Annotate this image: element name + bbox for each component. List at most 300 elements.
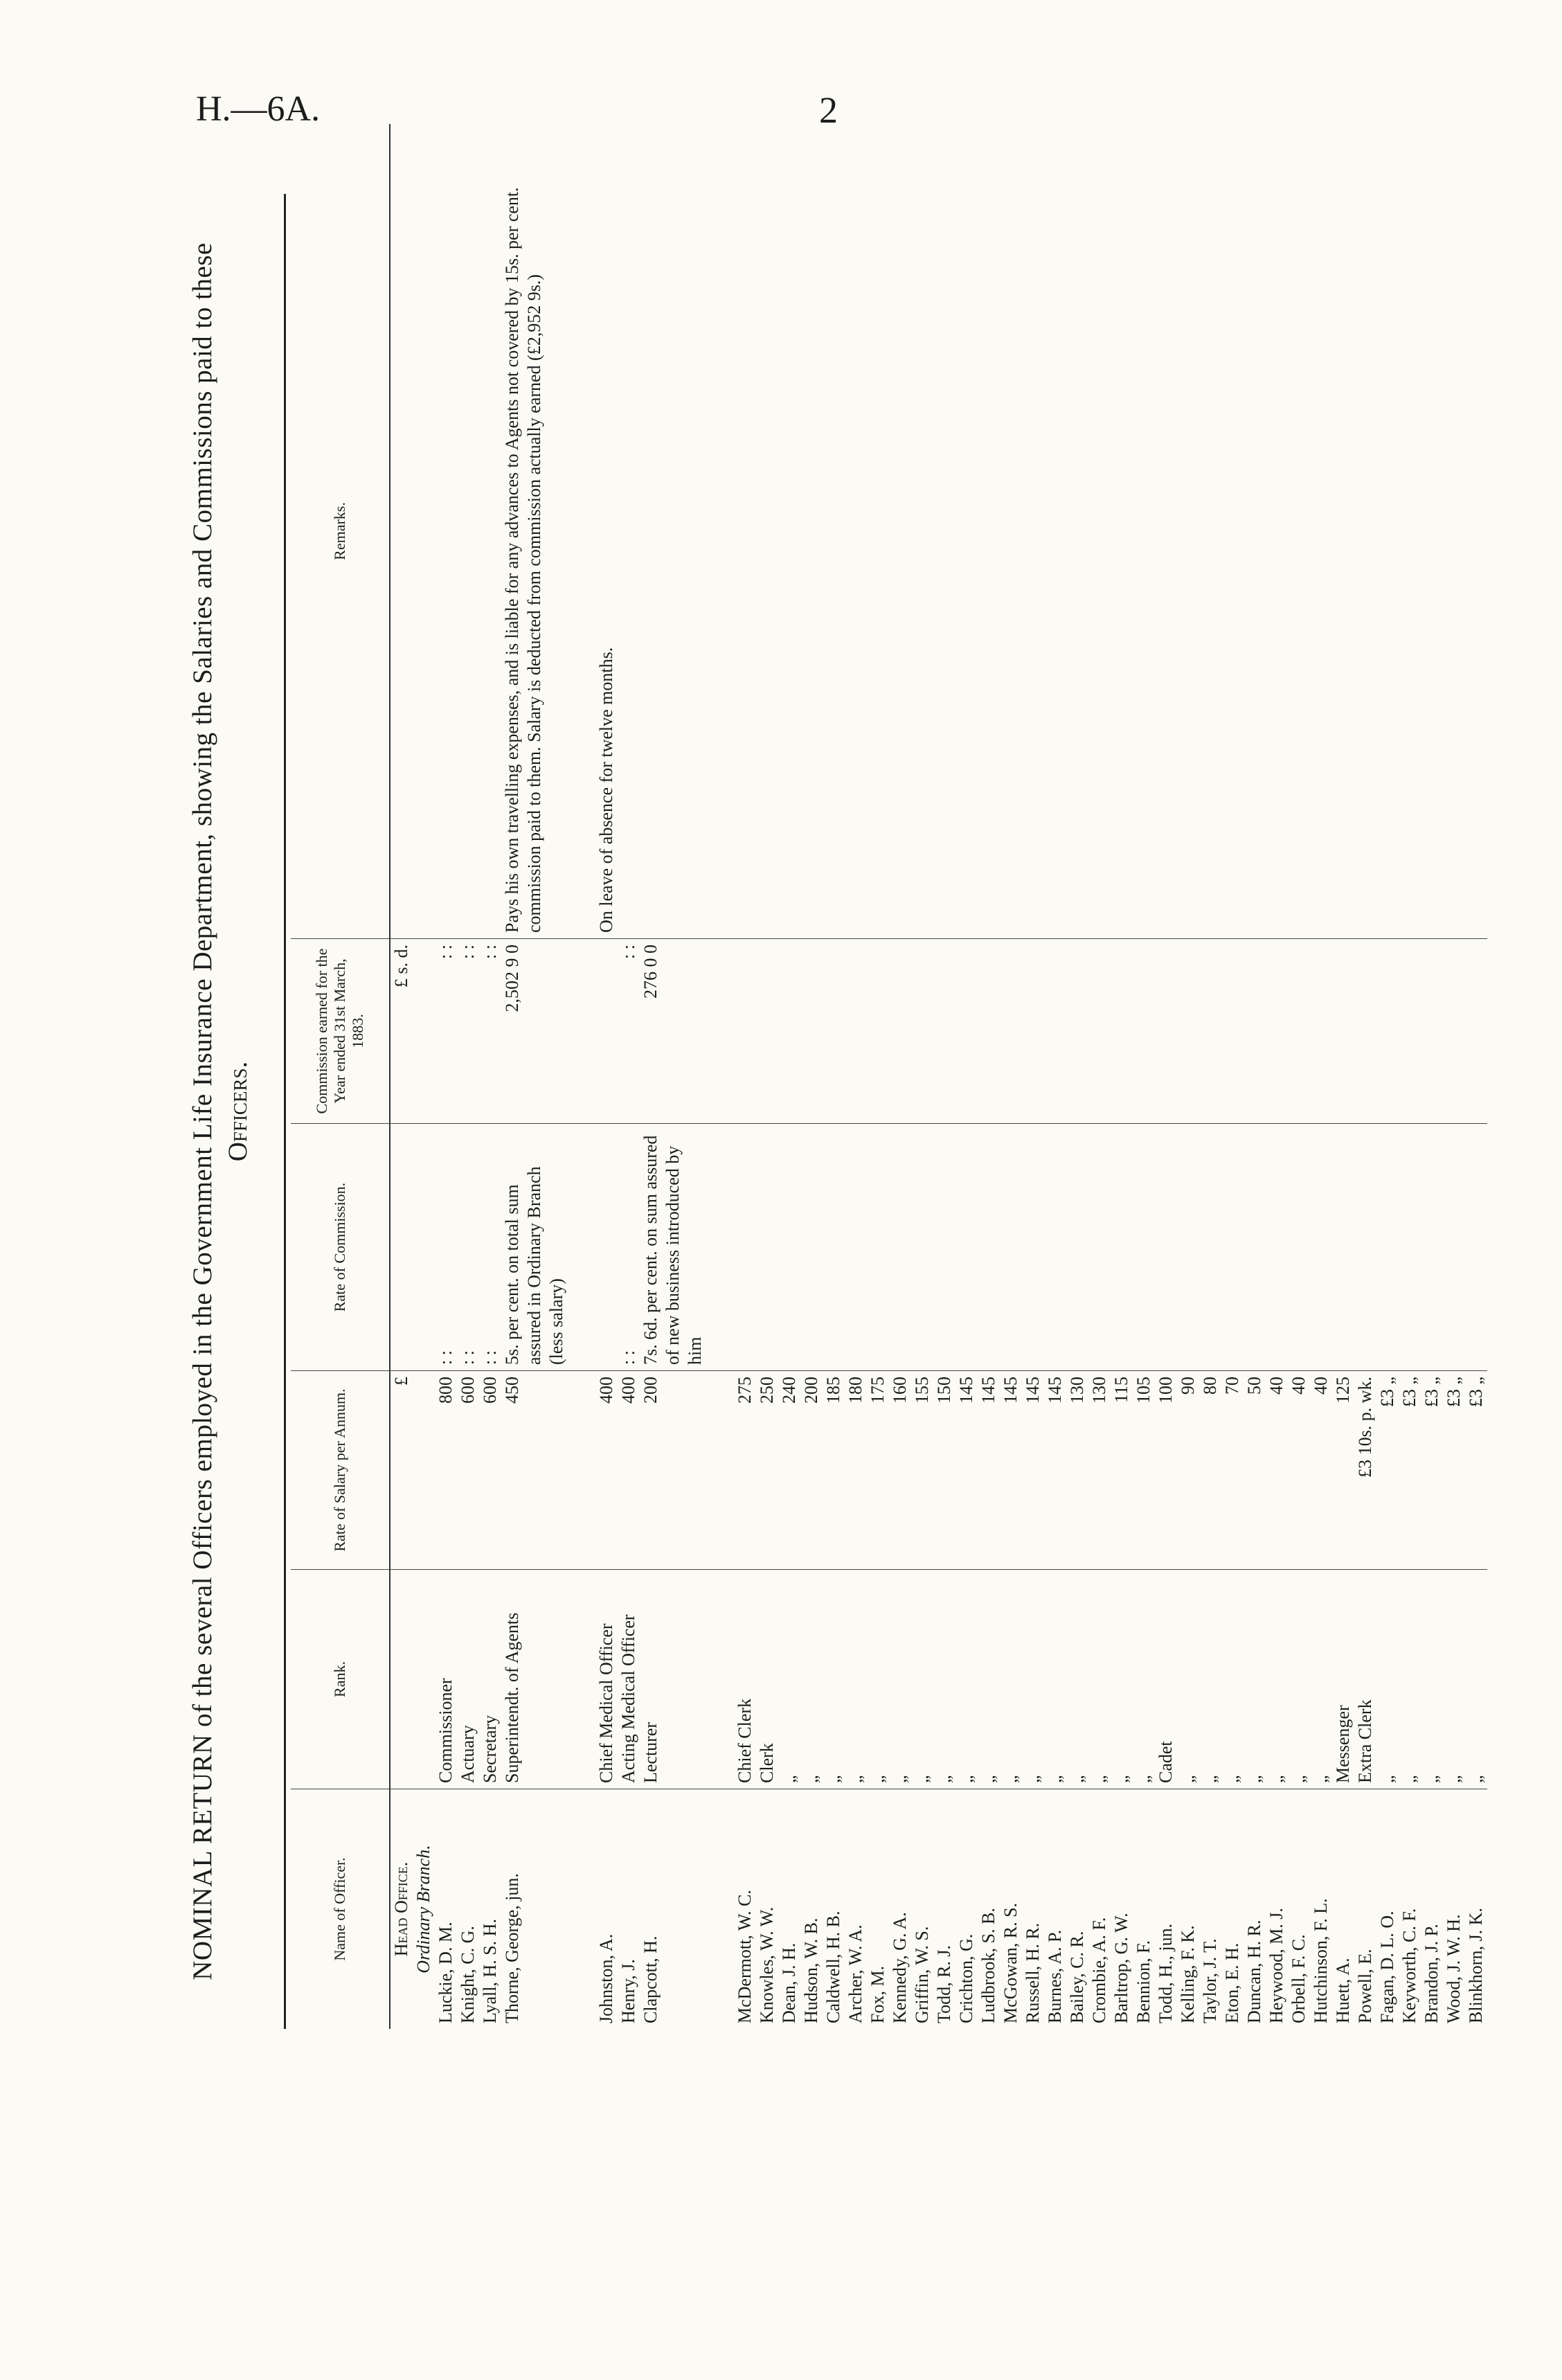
commission-rate <box>800 1124 823 1371</box>
return-sheet <box>180 187 1486 2029</box>
section-title-cell: Head Office. <box>390 1789 413 2030</box>
commission-earned <box>1266 939 1288 1124</box>
officer-rank: „ <box>1000 1570 1022 1789</box>
table-row <box>1376 124 1399 2029</box>
officer-remarks <box>1155 124 1177 939</box>
officer-remarks <box>457 124 479 939</box>
commission-earned <box>1155 939 1177 1124</box>
officer-salary: 600 <box>457 1371 479 1570</box>
officer-salary: 145 <box>1000 1371 1022 1570</box>
commission-earned <box>734 939 756 1124</box>
commission-rate <box>1221 1124 1244 1371</box>
officer-salary: 145 <box>1044 1371 1066 1570</box>
officer-salary: 150 <box>933 1371 955 1570</box>
col-name-header: Name of Officer. <box>291 1789 390 2030</box>
officer-rank: „ <box>1310 1570 1332 1789</box>
officer-name: Barltrop, G. W. <box>1111 1789 1133 2030</box>
officer-rank: „ <box>1066 1570 1088 1789</box>
officer-salary: 450 <box>501 1371 568 1570</box>
officer-salary: 145 <box>978 1371 1000 1570</box>
officer-rank: Secretary <box>479 1570 501 1789</box>
document-title <box>180 194 270 2029</box>
table-row <box>1465 124 1487 2029</box>
table-row <box>1111 124 1133 2029</box>
commission-earned <box>1354 939 1376 1124</box>
officer-remarks <box>845 124 867 939</box>
commission-earned <box>1310 939 1332 1124</box>
commission-earned <box>1088 939 1111 1124</box>
officer-rank: „ <box>955 1570 978 1789</box>
commission-rate: 5s. per cent. on total sum assured in Ordinary Branch (less salary) <box>501 1124 568 1371</box>
officer-rank: Clerk <box>756 1570 778 1789</box>
title-line-1: NOMINAL RETURN of the several Officers employed in the Government Life Insurance Department, showing the Salaries and Commissions paid to these <box>188 242 217 1980</box>
officer-rank: „ <box>911 1570 933 1789</box>
title-line-2: Officers. <box>223 1061 253 1162</box>
commission-rate <box>756 1124 778 1371</box>
officer-rank: Commissioner <box>435 1570 457 1789</box>
officer-remarks <box>756 124 778 939</box>
table-row <box>933 124 955 2029</box>
commission-earned <box>1199 939 1221 1124</box>
officer-remarks <box>734 124 756 939</box>
officer-name: Luckie, D. M. <box>435 1789 457 2030</box>
table-row <box>889 124 911 2029</box>
commission-earned <box>595 939 618 1124</box>
table-row <box>1199 124 1221 2029</box>
officer-name: Fox, M. <box>867 1789 889 2030</box>
officer-rank: „ <box>978 1570 1000 1789</box>
officer-remarks <box>1000 124 1022 939</box>
group-spacer <box>706 124 734 2029</box>
officer-rank: „ <box>1443 1570 1465 1789</box>
commission-earned: : : <box>479 939 501 1124</box>
table-row <box>1443 124 1465 2029</box>
commission-rate <box>1199 1124 1221 1371</box>
officer-remarks <box>1354 124 1376 939</box>
commission-earned <box>1288 939 1310 1124</box>
commission-earned <box>1177 939 1199 1124</box>
officer-remarks <box>1111 124 1133 939</box>
commission-rate <box>1044 1124 1066 1371</box>
officer-rank: Messenger <box>1332 1570 1354 1789</box>
officer-name: Knowles, W. W. <box>756 1789 778 2030</box>
commission-earned: : : <box>457 939 479 1124</box>
table-row <box>1066 124 1088 2029</box>
officer-rank: „ <box>1421 1570 1443 1789</box>
officer-rank: „ <box>1199 1570 1221 1789</box>
officer-remarks <box>1244 124 1266 939</box>
officer-salary: 275 <box>734 1371 756 1570</box>
officer-remarks <box>823 124 845 939</box>
officer-remarks <box>1022 124 1044 939</box>
commission-rate <box>1421 1124 1443 1371</box>
table-row <box>1177 124 1199 2029</box>
officer-name: Duncan, H. R. <box>1244 1789 1266 2030</box>
officer-remarks <box>479 124 501 939</box>
officer-name: Todd, H., jun. <box>1155 1789 1177 2030</box>
commission-rate <box>1399 1124 1421 1371</box>
table-row <box>479 124 501 2029</box>
officer-name: Crombie, A. F. <box>1088 1789 1111 2030</box>
officer-remarks <box>1177 124 1199 939</box>
table-row <box>457 124 479 2029</box>
officer-remarks <box>933 124 955 939</box>
table-row <box>823 124 845 2029</box>
officer-salary: 130 <box>1088 1371 1111 1570</box>
officer-name: Powell, E. <box>1354 1789 1376 2030</box>
commission-earned <box>1443 939 1465 1124</box>
officer-salary: 175 <box>867 1371 889 1570</box>
officer-salary: £3 „ <box>1421 1371 1443 1570</box>
officer-rank: Chief Medical Officer <box>595 1570 618 1789</box>
officer-name: Wood, J. W. H. <box>1443 1789 1465 2030</box>
commission-rate <box>1000 1124 1022 1371</box>
commission-earned: : : <box>435 939 457 1124</box>
commission-earned <box>911 939 933 1124</box>
commission-rate: : : <box>618 1124 640 1371</box>
commission-earned <box>933 939 955 1124</box>
officer-salary: 800 <box>435 1371 457 1570</box>
officer-rank: Lecturer <box>640 1570 706 1789</box>
table-row <box>1088 124 1111 2029</box>
officer-name: Heywood, M. J. <box>1266 1789 1288 2030</box>
officer-salary: 400 <box>618 1371 640 1570</box>
commission-earned <box>1244 939 1266 1124</box>
officer-rank: „ <box>1088 1570 1111 1789</box>
officer-remarks <box>800 124 823 939</box>
officer-name: Taylor, J. T. <box>1199 1789 1221 2030</box>
commission-rate <box>1244 1124 1266 1371</box>
officer-salary: 105 <box>1133 1371 1155 1570</box>
officer-rank: „ <box>1266 1570 1288 1789</box>
officer-name: Fagan, D. L. O. <box>1376 1789 1399 2030</box>
table-row <box>955 124 978 2029</box>
commission-rate <box>1022 1124 1044 1371</box>
commission-earned <box>1465 939 1487 1124</box>
table-row <box>1044 124 1066 2029</box>
commission-rate: : : <box>457 1124 479 1371</box>
page-number: 2 <box>819 89 838 131</box>
commission-rate <box>1310 1124 1332 1371</box>
officer-rank: „ <box>1288 1570 1310 1789</box>
officer-salary: 250 <box>756 1371 778 1570</box>
commission-earned <box>1399 939 1421 1124</box>
officer-remarks <box>955 124 978 939</box>
commission-rate <box>823 1124 845 1371</box>
officer-name: Caldwell, H. B. <box>823 1789 845 2030</box>
officer-salary: 145 <box>1022 1371 1044 1570</box>
officer-remarks <box>1376 124 1399 939</box>
officer-rank: „ <box>1465 1570 1487 1789</box>
table-row <box>595 124 618 2029</box>
officer-salary: 200 <box>640 1371 706 1570</box>
commission-earned <box>1376 939 1399 1124</box>
officer-name: Clapcott, H. <box>640 1789 706 2030</box>
officer-salary: 400 <box>595 1371 618 1570</box>
officer-rank: „ <box>933 1570 955 1789</box>
officer-name: Johnston, A. <box>595 1789 618 2030</box>
commission-earned <box>778 939 800 1124</box>
officer-name: Blinkhorn, J. K. <box>1465 1789 1487 2030</box>
officer-name: Henry, J. <box>618 1789 640 2030</box>
officer-rank: „ <box>1177 1570 1199 1789</box>
officer-rank: „ <box>889 1570 911 1789</box>
officer-salary: 100 <box>1155 1371 1177 1570</box>
commission-rate <box>845 1124 867 1371</box>
officer-name: McDermott, W. C. <box>734 1789 756 2030</box>
table-row <box>1133 124 1155 2029</box>
commission-earned <box>1421 939 1443 1124</box>
table-row <box>778 124 800 2029</box>
officer-name: Bailey, C. R. <box>1066 1789 1088 2030</box>
officer-rank: „ <box>778 1570 800 1789</box>
commission-rate <box>1066 1124 1088 1371</box>
officer-rank: Extra Clerk <box>1354 1570 1376 1789</box>
commission-earned <box>1022 939 1044 1124</box>
table-row <box>1022 124 1044 2029</box>
commission-rate: : : <box>435 1124 457 1371</box>
commission-rate <box>1266 1124 1288 1371</box>
commission-rate: 7s. 6d. per cent. on sum assured of new business introduced by him <box>640 1124 706 1371</box>
officer-remarks <box>1332 124 1354 939</box>
salary-unit: £ <box>390 1371 413 1570</box>
officer-name: Hudson, W. B. <box>800 1789 823 2030</box>
officer-rank: „ <box>1111 1570 1133 1789</box>
officer-remarks <box>1421 124 1443 939</box>
col-rank-header: Rank. <box>291 1570 390 1789</box>
officer-salary: 50 <box>1244 1371 1266 1570</box>
commission-rate <box>1376 1124 1399 1371</box>
table-row <box>501 124 568 2029</box>
officer-name: Griffin, W. S. <box>911 1789 933 2030</box>
officer-rank: „ <box>1221 1570 1244 1789</box>
officer-rank: „ <box>823 1570 845 1789</box>
commission-earned <box>1044 939 1066 1124</box>
officer-remarks <box>1088 124 1111 939</box>
commission-earned <box>1221 939 1244 1124</box>
commission-rate <box>1354 1124 1376 1371</box>
col-salary-header: Rate of Salary per Annum. <box>291 1371 390 1570</box>
officer-rank: Acting Medical Officer <box>618 1570 640 1789</box>
officer-name: Crichton, G. <box>955 1789 978 2030</box>
commission-rate <box>1443 1124 1465 1371</box>
officer-remarks <box>1133 124 1155 939</box>
commission-earned <box>1332 939 1354 1124</box>
commission-earned <box>756 939 778 1124</box>
table-row <box>1266 124 1288 2029</box>
officer-rank: Actuary <box>457 1570 479 1789</box>
officer-salary: 180 <box>845 1371 867 1570</box>
table-row <box>1288 124 1310 2029</box>
table-row <box>1310 124 1332 2029</box>
table-row <box>1155 124 1177 2029</box>
commission-rate <box>889 1124 911 1371</box>
commission-earned <box>800 939 823 1124</box>
commission-rate <box>1111 1124 1133 1371</box>
commission-rate <box>911 1124 933 1371</box>
commission-earned <box>955 939 978 1124</box>
officer-name: Brandon, J. P. <box>1421 1789 1443 2030</box>
table-row <box>911 124 933 2029</box>
officer-name: Kelling, F. K. <box>1177 1789 1199 2030</box>
commission-earned <box>1133 939 1155 1124</box>
officer-remarks <box>1266 124 1288 939</box>
officer-salary: 40 <box>1266 1371 1288 1570</box>
commission-rate <box>978 1124 1000 1371</box>
officer-remarks <box>978 124 1000 939</box>
commission-rate <box>1088 1124 1111 1371</box>
officer-remarks: Pays his own travelling expenses, and is liable for any advances to Agents not covered by 15s. per cent. commission paid to them. Salary is deducted from commission actually earned (£2,952 9s.) <box>502 187 544 933</box>
col-commission-header: Commission earned for the Year ended 31st March, 1883. <box>291 939 390 1124</box>
commission-rate <box>1465 1124 1487 1371</box>
officer-salary: £3 „ <box>1399 1371 1421 1570</box>
officer-remarks <box>435 124 457 939</box>
officer-salary: £3 „ <box>1443 1371 1465 1570</box>
officer-remarks <box>911 124 933 939</box>
officer-remarks <box>640 124 706 939</box>
officer-remarks <box>889 124 911 939</box>
officer-name: Archer, W. A. <box>845 1789 867 2030</box>
officer-remarks <box>1066 124 1088 939</box>
officer-salary: 80 <box>1199 1371 1221 1570</box>
commission-earned <box>867 939 889 1124</box>
col-remarks-header: Remarks. <box>291 124 390 939</box>
commission-rate <box>867 1124 889 1371</box>
commission-rate <box>1332 1124 1354 1371</box>
officer-name: Ludbrook, S. B. <box>978 1789 1000 2030</box>
table-row <box>734 124 756 2029</box>
commission-rate <box>778 1124 800 1371</box>
commission-rate <box>1155 1124 1177 1371</box>
commission-rate <box>1177 1124 1199 1371</box>
officer-name: Todd, R. J. <box>933 1789 955 2030</box>
table-row <box>618 124 640 2029</box>
officers-table <box>291 124 1487 2029</box>
officer-rank: „ <box>1244 1570 1266 1789</box>
officer-name: Huett, A. <box>1332 1789 1354 2030</box>
officer-rank: „ <box>1399 1570 1421 1789</box>
officer-remarks: On leave of absence for twelve months. <box>596 647 616 933</box>
officer-remarks <box>867 124 889 939</box>
commission-rate <box>1133 1124 1155 1371</box>
officer-salary: 40 <box>1310 1371 1332 1570</box>
officer-salary: 130 <box>1066 1371 1088 1570</box>
officer-salary: 155 <box>911 1371 933 1570</box>
officer-salary: 145 <box>955 1371 978 1570</box>
officer-name: Eton, E. H. <box>1221 1789 1244 2030</box>
subsection-row <box>413 124 435 2029</box>
officer-name: Keyworth, C. F. <box>1399 1789 1421 2030</box>
commission-earned: 2,502 9 0 <box>501 939 568 1124</box>
officer-salary: £3 „ <box>1376 1371 1399 1570</box>
officer-rank: „ <box>845 1570 867 1789</box>
officer-salary: 70 <box>1221 1371 1244 1570</box>
officer-salary: 115 <box>1111 1371 1133 1570</box>
title-rule <box>284 194 286 2029</box>
officer-rank: Chief Clerk <box>734 1570 756 1789</box>
commission-earned <box>1000 939 1022 1124</box>
table-row <box>1221 124 1244 2029</box>
units-row <box>390 124 413 2029</box>
officer-rank: „ <box>1133 1570 1155 1789</box>
officer-salary: 125 <box>1332 1371 1354 1570</box>
officer-remarks <box>1044 124 1066 939</box>
officer-remarks <box>618 124 640 939</box>
officer-salary: £3 10s. p. wk. <box>1354 1371 1376 1570</box>
officer-salary: 200 <box>800 1371 823 1570</box>
table-row <box>1244 124 1266 2029</box>
commission-rate <box>955 1124 978 1371</box>
commission-rate: : : <box>479 1124 501 1371</box>
officer-salary: 90 <box>1177 1371 1199 1570</box>
commission-earned <box>978 939 1000 1124</box>
officer-name: Lyall, H. S. H. <box>479 1789 501 2030</box>
page-reference: H.—6A. <box>196 89 321 129</box>
officer-name: Hutchinson, F. L. <box>1310 1789 1332 2030</box>
officer-remarks <box>1399 124 1421 939</box>
officer-rank: „ <box>800 1570 823 1789</box>
officer-rank: „ <box>1044 1570 1066 1789</box>
table-row <box>1332 124 1354 2029</box>
commission-earned <box>823 939 845 1124</box>
officer-name: Thorne, George, jun. <box>501 1789 568 2030</box>
officer-rank: Cadet <box>1155 1570 1177 1789</box>
officer-rank: Superintendt. of Agents <box>501 1570 568 1789</box>
officer-name: McGowan, R. S. <box>1000 1789 1022 2030</box>
officer-remarks <box>1199 124 1221 939</box>
commission-earned <box>1111 939 1133 1124</box>
officer-rank: „ <box>867 1570 889 1789</box>
officer-remarks <box>1443 124 1465 939</box>
table-row <box>845 124 867 2029</box>
commission-rate <box>734 1124 756 1371</box>
commission-earned: : : <box>618 939 640 1124</box>
officer-salary: £3 „ <box>1465 1371 1487 1570</box>
officer-name: Orbell, F. C. <box>1288 1789 1310 2030</box>
commission-earned <box>889 939 911 1124</box>
officer-salary: 600 <box>479 1371 501 1570</box>
officer-rank: „ <box>1376 1570 1399 1789</box>
table-header-row <box>291 124 390 2029</box>
officer-salary: 160 <box>889 1371 911 1570</box>
subsection-title-cell: Ordinary Branch. <box>413 1789 435 2030</box>
group-spacer <box>568 124 595 2029</box>
officer-name: Russell, H. R. <box>1022 1789 1044 2030</box>
officer-name: Bennion, F. <box>1133 1789 1155 2030</box>
officer-salary: 185 <box>823 1371 845 1570</box>
commission-unit: £ s. d. <box>390 939 413 1124</box>
table-row <box>640 124 706 2029</box>
officer-name: Burnes, A. P. <box>1044 1789 1066 2030</box>
table-row <box>1421 124 1443 2029</box>
commission-earned: 276 0 0 <box>640 939 706 1124</box>
table-row <box>1399 124 1421 2029</box>
officer-name: Kennedy, G. A. <box>889 1789 911 2030</box>
officer-salary: 240 <box>778 1371 800 1570</box>
table-row <box>1000 124 1022 2029</box>
officer-remarks <box>1288 124 1310 939</box>
table-row <box>978 124 1000 2029</box>
commission-earned <box>845 939 867 1124</box>
commission-rate <box>933 1124 955 1371</box>
table-row <box>1354 124 1376 2029</box>
officer-remarks <box>1310 124 1332 939</box>
officer-salary: 40 <box>1288 1371 1310 1570</box>
officer-name: Knight, C. G. <box>457 1789 479 2030</box>
officer-remarks <box>778 124 800 939</box>
commission-rate <box>595 1124 618 1371</box>
officer-rank: „ <box>1022 1570 1044 1789</box>
